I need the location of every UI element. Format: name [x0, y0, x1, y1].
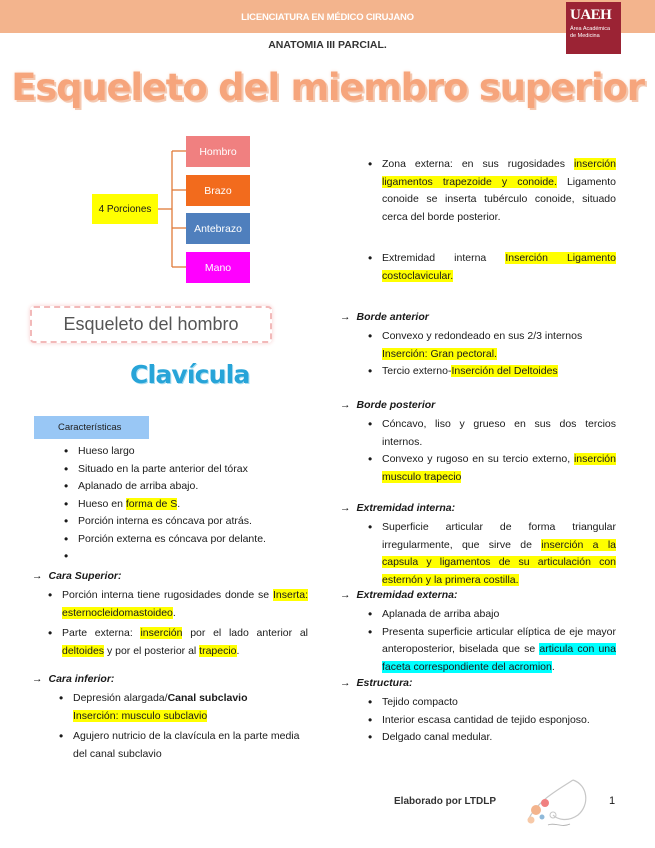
characteristics-list [60, 443, 290, 566]
borde-anterior-list [364, 328, 616, 381]
list-item: • Presenta superficie articular elíptica de eje mayor anteroposterior, biselada que se articula con una faceta correspondiente del acromion. [364, 624, 616, 677]
footer-credit: Elaborado por LTDLP [394, 796, 497, 807]
bone-title: Clavícula [130, 360, 250, 389]
list-item [60, 548, 290, 566]
diagram-root: 4 Porciones [92, 194, 158, 224]
list-item: • Aplanado de arriba abajo. [60, 478, 290, 496]
list-item: • Depresión alargada/Canal subclavio Inserción: musculo subclavio [55, 690, 305, 725]
borde-posterior-list [364, 416, 616, 486]
cara-inferior-list [55, 690, 305, 763]
list-item: • Agujero nutricio de la clavícula en la parte media del canal subclavio [55, 728, 305, 763]
estructura-list [364, 694, 616, 747]
cara-inferior-heading: → Cara inferior: [32, 673, 115, 685]
list-item: • Convexo y rugoso en su tercio externo, inserción musculo trapecio [364, 451, 616, 486]
cara-superior-heading: → Cara Superior: [32, 570, 122, 582]
extremidad-externa-heading: → Extremidad externa: [340, 589, 458, 601]
diagram-connectors [158, 151, 186, 267]
list-item: • Superficie articular de forma triangular irregularmente, que sirve de inserción a la capsula y ligamentos de su articulación con esternón y la primera costilla. [364, 519, 616, 589]
list-item: • Parte externa: inserción por el lado anterior al deltoides y por el posterior al trapecio. [44, 625, 308, 660]
list-item: • Porción interna es cóncava por atrás. [60, 513, 290, 531]
borde-posterior-heading: → Borde posterior [340, 399, 436, 411]
page-title: Esqueleto del miembro superior [11, 66, 644, 109]
diagram-node-brazo: Brazo [186, 175, 250, 206]
list-item: • Situado en la parte anterior del tórax [60, 461, 290, 479]
list-item: • Zona externa: en sus rugosidades inserción ligamentos trapezoide y conoide. Ligamento conoide se inserta tubérculo conoide, situado cerca del borde posterior. [364, 156, 616, 226]
list-item: • Delgado canal medular. [364, 729, 616, 747]
extremidad-interna-heading: → Extremidad interna: [340, 502, 456, 514]
list-item: • Hueso en forma de S. [60, 496, 290, 514]
diagram-node-mano: Mano [186, 252, 250, 283]
list-item: • Aplanada de arriba abajo [364, 606, 616, 624]
estructura-heading: → Estructura: [340, 677, 413, 689]
list-item: • Tejido compacto [364, 694, 616, 712]
list-item: • Cóncavo, liso y grueso en sus dos tercios internos. [364, 416, 616, 451]
logo-sub-line-1: Área Académica [570, 26, 611, 32]
diagram-node-antebrazo: Antebrazo [186, 213, 250, 244]
logo-main-text: UAEH [570, 7, 612, 23]
extremidad-interna-list [364, 519, 616, 589]
characteristics-label: Características [34, 416, 149, 439]
highlight: forma de S [125, 497, 178, 510]
floral-stethoscope-illustration [518, 770, 600, 836]
document-subtitle: ANATOMIA III PARCIAL. [268, 39, 387, 51]
logo-sub-line-2: de Medicina [570, 32, 600, 39]
page-number: 1 [609, 795, 616, 807]
cara-superior-list [44, 587, 308, 660]
logo-sub-text [570, 26, 617, 39]
borde-anterior-heading: → Borde anterior [340, 311, 429, 323]
section-title-box: Esqueleto del hombro [30, 306, 272, 343]
extremidad-externa-list [364, 606, 616, 676]
list-item: • Porción interna tiene rugosidades donde se Inserta: esternocleidomastoideo. [44, 587, 308, 622]
list-item: • Convexo y redondeado en sus 2/3 internos Inserción: Gran pectoral. [364, 328, 616, 363]
list-item: • Interior escasa cantidad de tejido esponjoso. [364, 712, 616, 730]
list-item: • Extremidad interna Inserción Ligamento costoclavicular. [364, 250, 616, 285]
clavicle-upper-list [364, 156, 616, 285]
list-item: • Tercio externo-Inserción del Deltoides [364, 363, 616, 381]
diagram-node-hombro: Hombro [186, 136, 250, 167]
list-item: • Hueso largo [60, 443, 290, 461]
list-item: • Porción externa es cóncava por delante. [60, 531, 290, 549]
course-title: LICENCIATURA EN MÉDICO CIRUJANO [241, 12, 414, 23]
